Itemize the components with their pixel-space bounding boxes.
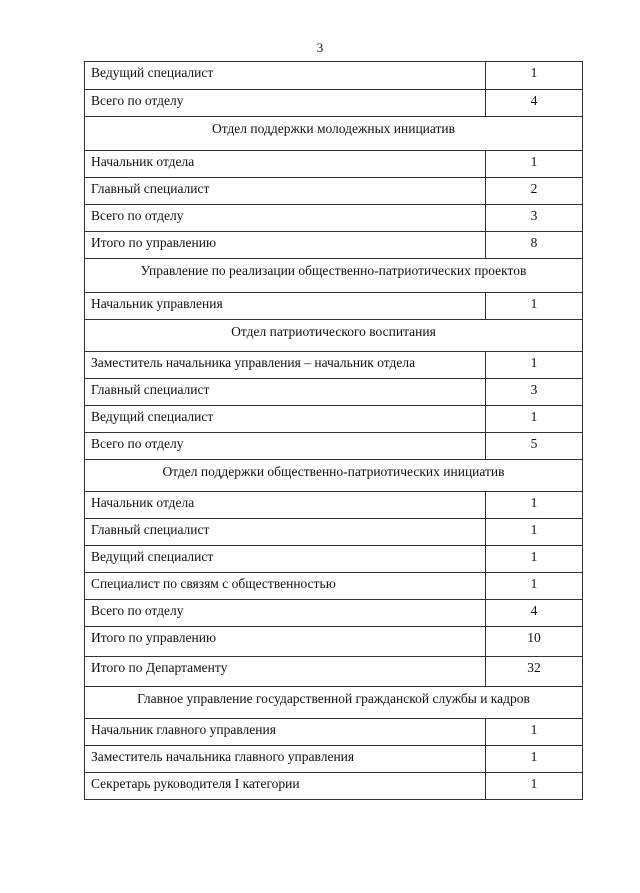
position-name: Начальник отдела (85, 151, 486, 178)
position-name: Главный специалист (85, 519, 486, 546)
table-row (85, 293, 583, 320)
position-count: 1 (486, 546, 583, 573)
table-row (85, 90, 583, 117)
section-header-row (85, 687, 583, 719)
staffing-table-body (85, 62, 583, 800)
table-row (85, 151, 583, 178)
position-name: Итого по управлению (85, 232, 486, 259)
table-row (85, 746, 583, 773)
page-number: 3 (316, 40, 324, 55)
position-name: Специалист по связям с общественностью (85, 573, 486, 600)
table-row (85, 600, 583, 627)
section-title: Отдел патриотического воспитания (85, 320, 583, 352)
position-name: Главный специалист (85, 178, 486, 205)
position-count: 10 (486, 627, 583, 657)
table-row (85, 546, 583, 573)
position-count: 3 (486, 379, 583, 406)
table-row (85, 205, 583, 232)
table-row (85, 406, 583, 433)
position-count: 32 (486, 657, 583, 687)
table-row (85, 773, 583, 800)
position-name: Всего по отделу (85, 90, 486, 117)
position-count: 1 (486, 406, 583, 433)
position-name: Всего по отделу (85, 600, 486, 627)
position-count: 1 (486, 746, 583, 773)
position-name: Заместитель начальника главного управления (85, 746, 486, 773)
position-count: 4 (486, 600, 583, 627)
position-count: 1 (486, 519, 583, 546)
position-count: 4 (486, 90, 583, 117)
position-count: 1 (486, 573, 583, 600)
table-row (85, 627, 583, 657)
section-header-row (85, 320, 583, 352)
position-name: Итого по управлению (85, 627, 486, 657)
position-name: Итого по Департаменту (85, 657, 486, 687)
table-row (85, 573, 583, 600)
position-count: 1 (486, 293, 583, 320)
staffing-table (84, 61, 583, 800)
position-name: Ведущий специалист (85, 406, 486, 433)
position-count: 5 (486, 433, 583, 460)
position-count: 1 (486, 151, 583, 178)
section-header-row (85, 117, 583, 151)
position-count: 1 (486, 62, 583, 90)
table-row (85, 492, 583, 519)
position-count: 2 (486, 178, 583, 205)
position-name: Ведущий специалист (85, 62, 486, 90)
table-row (85, 719, 583, 746)
position-name: Главный специалист (85, 379, 486, 406)
table-row (85, 519, 583, 546)
section-header-row (85, 259, 583, 293)
section-title: Отдел поддержки молодежных инициатив (85, 117, 583, 151)
position-name: Секретарь руководителя I категории (85, 773, 486, 800)
position-count: 1 (486, 492, 583, 519)
section-header-row (85, 460, 583, 492)
position-count: 3 (486, 205, 583, 232)
section-title: Управление по реализации общественно-патриотических проектов (85, 259, 583, 293)
position-name: Ведущий специалист (85, 546, 486, 573)
position-name: Начальник отдела (85, 492, 486, 519)
position-count: 1 (486, 773, 583, 800)
position-name: Всего по отделу (85, 433, 486, 460)
table-row (85, 657, 583, 687)
position-count: 8 (486, 232, 583, 259)
position-count: 1 (486, 719, 583, 746)
table-row (85, 62, 583, 90)
table-row (85, 232, 583, 259)
table-row (85, 433, 583, 460)
table-row (85, 352, 583, 379)
position-name: Начальник главного управления (85, 719, 486, 746)
table-row (85, 178, 583, 205)
position-count: 1 (486, 352, 583, 379)
section-title: Главное управление государственной гражданской службы и кадров (85, 687, 583, 719)
position-name: Начальник управления (85, 293, 486, 320)
section-title: Отдел поддержки общественно-патриотических инициатив (85, 460, 583, 492)
position-name: Всего по отделу (85, 205, 486, 232)
table-row (85, 379, 583, 406)
position-name: Заместитель начальника управления – начальник отдела (85, 352, 486, 379)
